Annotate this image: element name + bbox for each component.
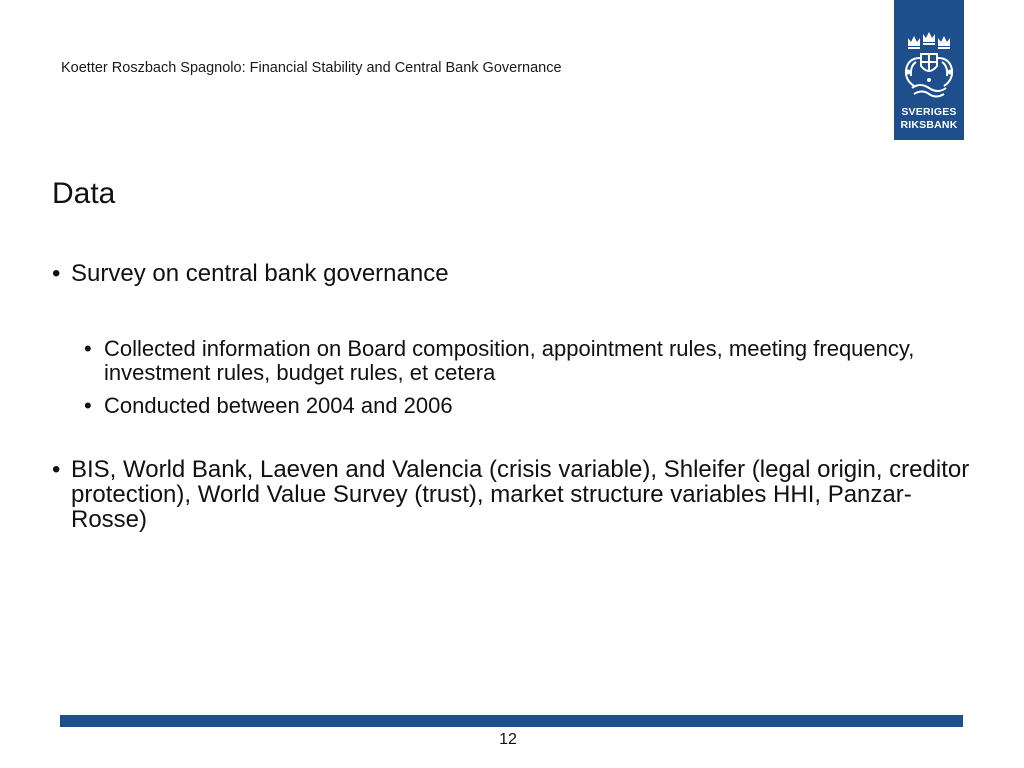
bullet-item xyxy=(52,261,612,286)
page-number: 12 xyxy=(499,731,517,748)
bullet-marker: • xyxy=(52,260,61,287)
riksbank-crest-icon xyxy=(894,0,964,106)
bullet-marker: • xyxy=(52,456,61,483)
sub-bullet-text: Conducted between 2004 and 2006 xyxy=(104,393,453,418)
sub-bullet-item xyxy=(84,394,784,418)
sub-bullet-marker: • xyxy=(84,336,92,361)
sub-bullet-item xyxy=(84,337,964,385)
bullet-item xyxy=(52,457,972,532)
logo-text-line2: RIKSBANK xyxy=(900,119,958,131)
sub-bullet-text: Collected information on Board composition, appointment rules, meeting frequency, investment rules, budget rules, et cetera xyxy=(104,336,915,385)
slide-heading: Data xyxy=(52,177,116,210)
riksbank-logo xyxy=(894,0,964,140)
bullet-text: Survey on central bank governance xyxy=(71,260,449,287)
footer-bar xyxy=(60,715,963,727)
bullet-text: BIS, World Bank, Laeven and Valencia (crisis variable), Shleifer (legal origin, creditor protection), World Value Survey (trust), market structure variables HHI, Panzar-Rosse) xyxy=(71,456,970,533)
presentation-title: Koetter Roszbach Spagnolo: Financial Stability and Central Bank Governance xyxy=(61,60,562,76)
sub-bullet-marker: • xyxy=(84,393,92,418)
logo-text-line1: SVERIGES xyxy=(901,106,957,118)
